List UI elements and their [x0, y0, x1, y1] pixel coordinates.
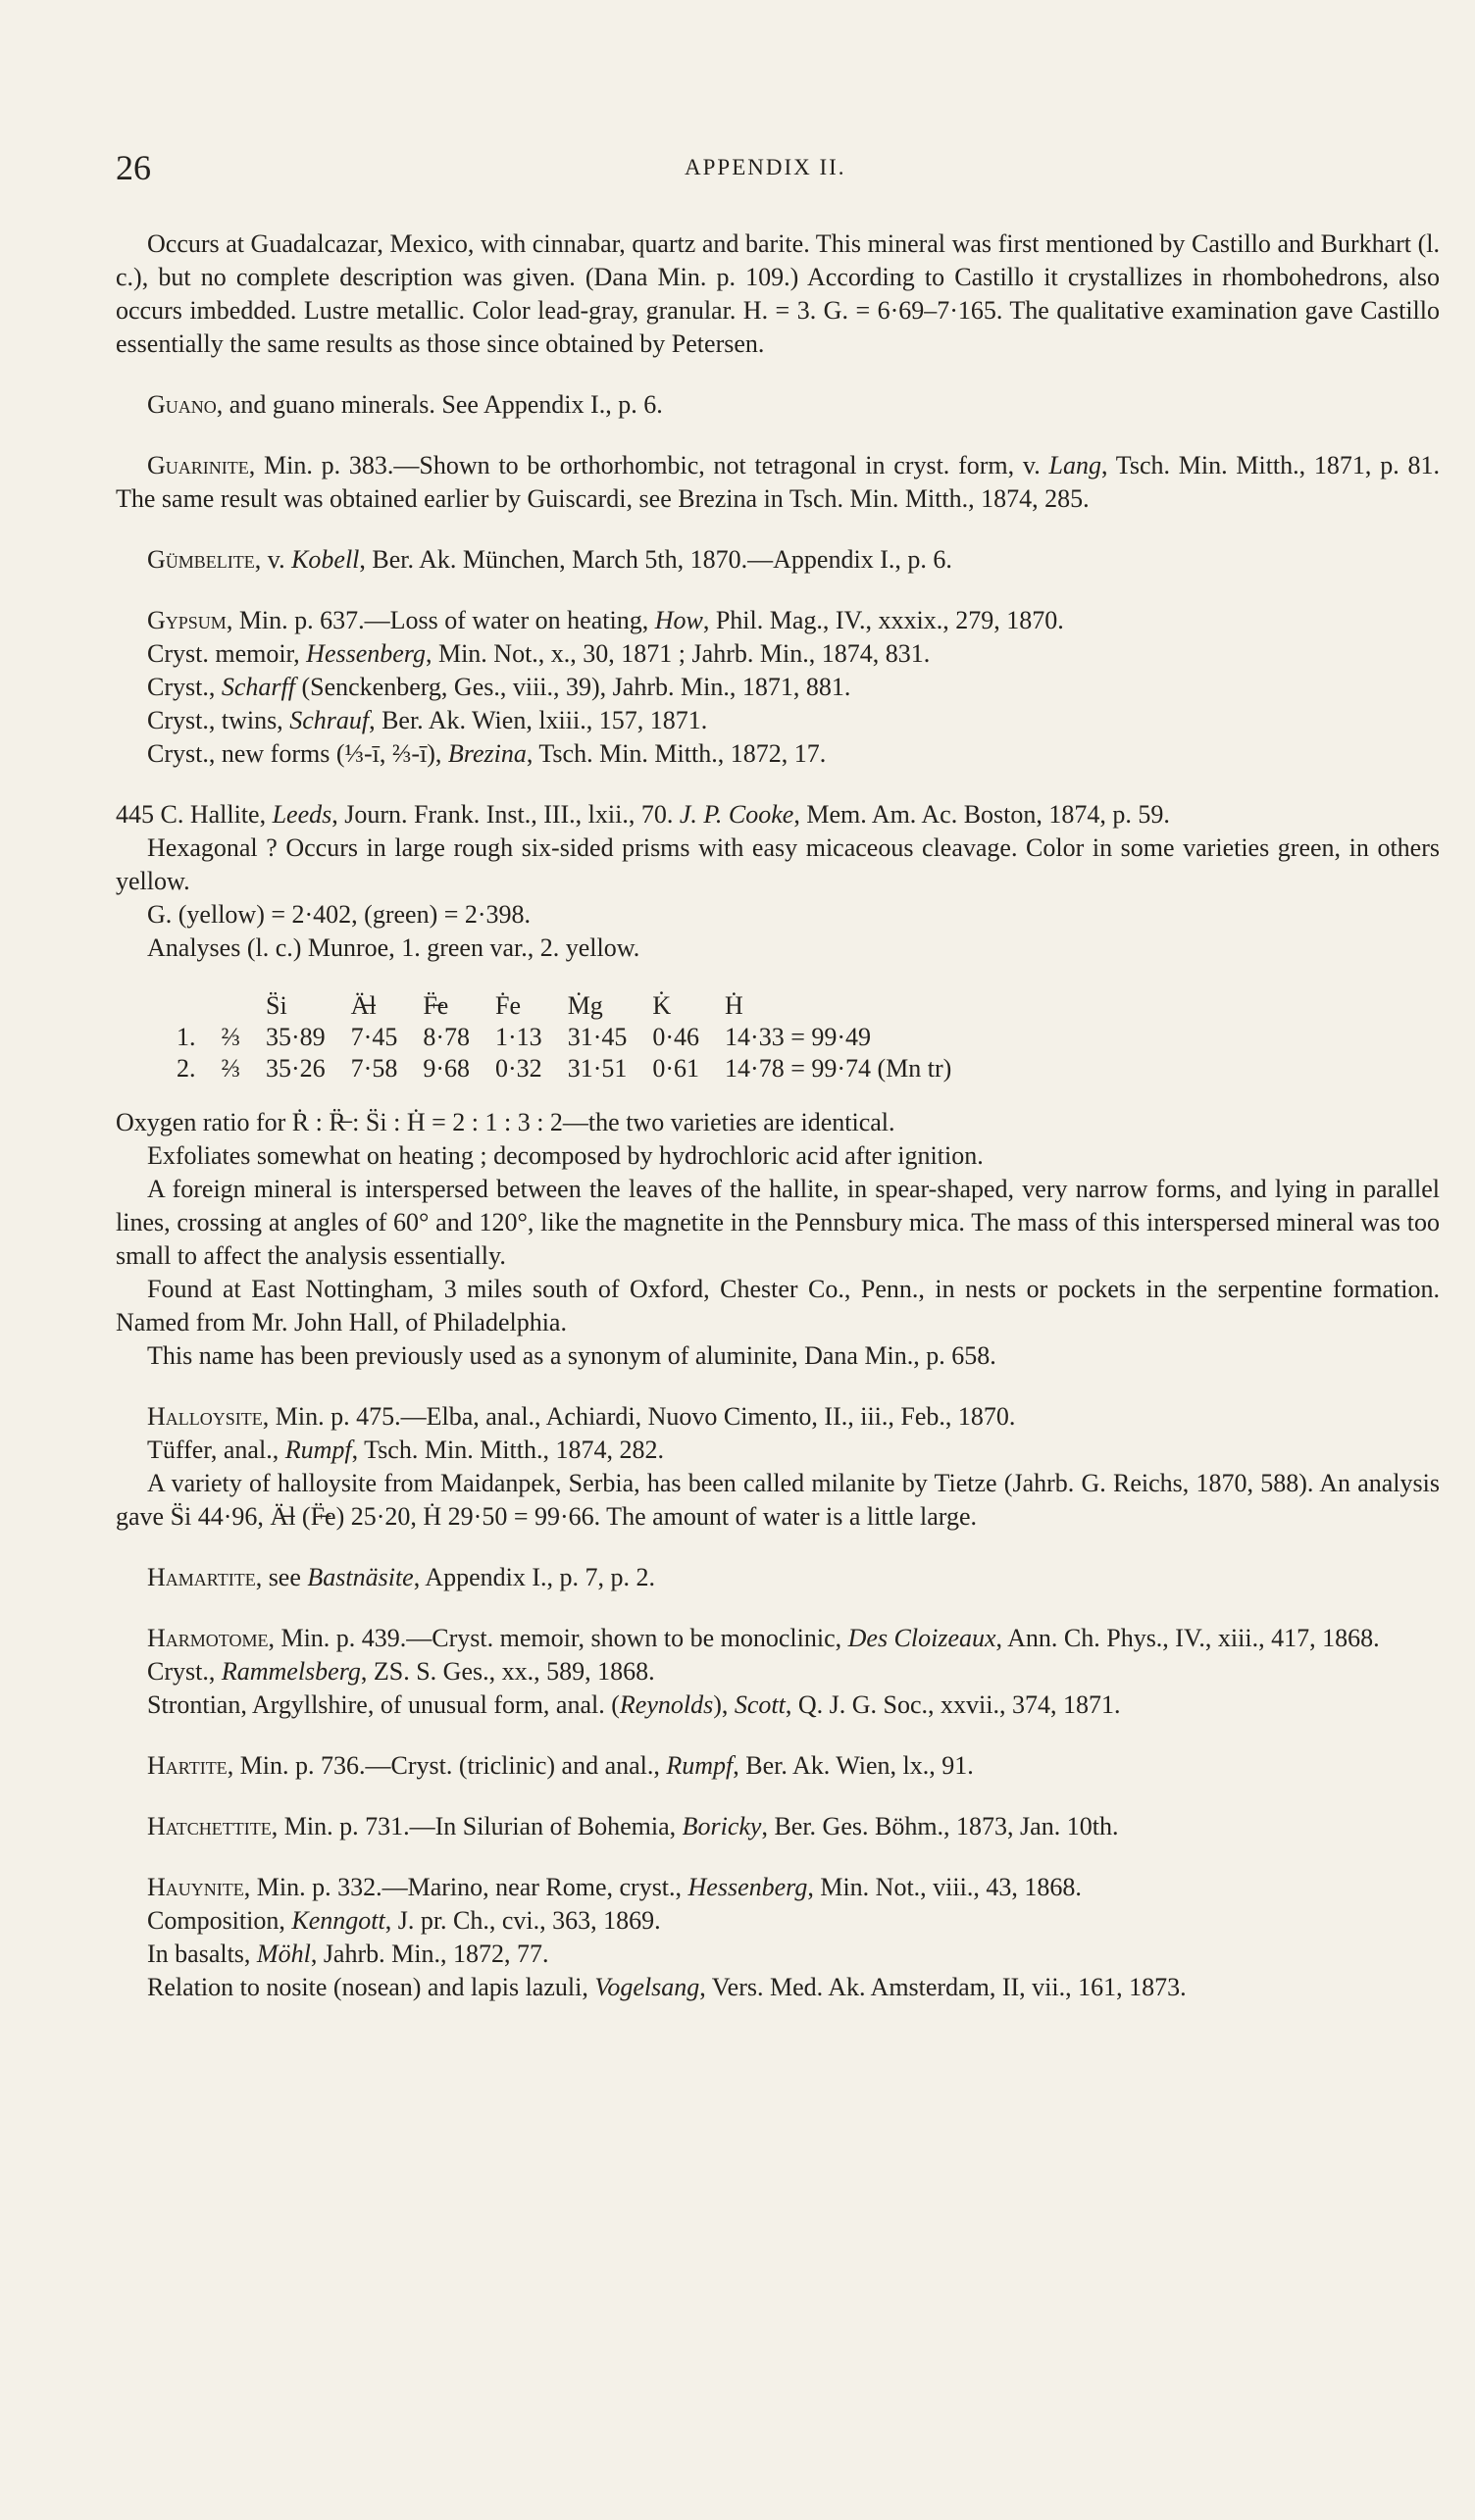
- paragraph: [116, 1749, 1440, 1783]
- table-cell: 8·78: [423, 1023, 471, 1051]
- author: Brezina: [447, 739, 527, 768]
- page-header: [116, 147, 1440, 196]
- paragraph: [116, 543, 1440, 577]
- paragraph: A variety of halloysite from Maidanpek, Serbia, has been called milanite by Tietze (Jahrb. G. Reichs, 1870, 588). An analysis gave S̈i 44·96, Ä̶l (F̶̈e) 25·20, Ḣ 29·50 = 99·66. The amount of water is a little large.: [116, 1469, 1440, 1531]
- author: Reynolds: [619, 1690, 714, 1719]
- table-cell: 31·45: [567, 1023, 628, 1051]
- author: Des Cloizeaux: [847, 1624, 996, 1652]
- author: Rumpf: [284, 1436, 352, 1464]
- entry-text: , Tsch. Min. Mitth., 1874, 282.: [351, 1436, 664, 1464]
- author: Rumpf: [666, 1751, 734, 1780]
- paragraph: Hexagonal ? Occurs in large rough six-sided prisms with easy micaceous cleavage. Color in some varieties green, in others yellow.: [116, 833, 1440, 895]
- entry-text: Relation to nosite (nosean) and lapis lazuli,: [147, 1973, 595, 2001]
- entry-hatchettite: [116, 1810, 1440, 1843]
- paragraph: Analyses (l. c.) Munroe, 1. green var., 2. yellow.: [147, 933, 640, 962]
- author: Rammelsberg: [221, 1657, 361, 1686]
- mineral-name: Halloysite: [147, 1402, 263, 1431]
- entry-hallite: [116, 798, 1440, 1373]
- author: Bastnäsite: [307, 1563, 414, 1591]
- entry-text: , v.: [254, 545, 292, 574]
- table-cell: ⅔: [221, 1054, 240, 1083]
- mineral-name: Guarinite: [147, 451, 249, 479]
- mineral-name: Guano: [147, 390, 217, 419]
- table-row: [177, 1022, 977, 1053]
- entry-harmotome: [116, 1622, 1440, 1722]
- entry-gypsum: [116, 604, 1440, 771]
- entry-guarinite: [116, 449, 1440, 516]
- entry-hamartite: [116, 1561, 1440, 1594]
- mineral-name: Hatchettite: [147, 1812, 272, 1840]
- entry-text: , Min. p. 332.—Marino, near Rome, cryst.,: [243, 1873, 688, 1901]
- entry-text: , Ber. Ak. München, March 5th, 1870.—Appendix I., p. 6.: [359, 545, 952, 574]
- entry-text: , Vers. Med. Ak. Amsterdam, II, vii., 161, 1873.: [699, 1973, 1187, 2001]
- paragraph: [116, 704, 1440, 737]
- entry-guadalcazarite: [116, 227, 1440, 361]
- table-cell: 14·33 = 99·49: [725, 1023, 872, 1051]
- author: How: [654, 606, 703, 634]
- entry-text: , Ber. Ak. Wien, lx., 91.: [733, 1751, 974, 1780]
- paragraph: [116, 1434, 1440, 1467]
- paragraph: [116, 1561, 1440, 1594]
- author: Schrauf: [289, 706, 370, 734]
- analysis-table: [177, 990, 977, 1084]
- author: Lang: [1048, 451, 1101, 479]
- entry-text: Cryst., new forms (⅓-ī, ⅔-ī),: [147, 739, 448, 768]
- mineral-name: Gypsum: [147, 606, 227, 634]
- entry-text: Cryst., twins,: [147, 706, 290, 734]
- entry-gumbelite: [116, 543, 1440, 577]
- author: Scharff: [221, 673, 295, 701]
- mineral-name: Hartite: [147, 1751, 228, 1780]
- paragraph: Oxygen ratio for Ṙ : R̶̈ : S̈i : Ḣ = 2 : 1 : 3 : 2—the two varieties are identical.: [116, 1108, 895, 1136]
- entry-text: , Mem. Am. Ac. Boston, 1874, p. 59.: [793, 800, 1170, 829]
- paragraph: Occurs at Guadalcazar, Mexico, with cinnabar, quartz and barite. This mineral was first mentioned by Castillo and Burkhart (l. c.), but no complete description was given. (Dana Min. p. 109.) According to Castillo it crystallizes in rhombohedrons, also occurs imbedded. Lustre metallic. Color lead-gray, granular. H. = 3. G. = 6·69–7·165. The qualitative examination gave Castillo essentially the same results as those since obtained by Petersen.: [116, 229, 1440, 358]
- mineral-name: Gümbelite: [147, 545, 255, 574]
- table-cell: ⅔: [221, 1023, 240, 1051]
- entry-guano: [116, 388, 1440, 422]
- entry-text: , Ber. Ges. Böhm., 1873, Jan. 10th.: [761, 1812, 1119, 1840]
- entry-text: , Tsch. Min. Mitth., 1871, p. 81. The same result was obtained earlier by Guiscardi, see Brezina in Tsch. Min. Mitth., 1874, 285.: [116, 451, 1440, 513]
- entry-text: , Min. p. 439.—Cryst. memoir, shown to be monoclinic,: [268, 1624, 848, 1652]
- entry-text: , Min. p. 475.—Elba, anal., Achiardi, Nuovo Cimento, II., iii., Feb., 1870.: [262, 1402, 1016, 1431]
- entry-text: In basalts,: [147, 1940, 257, 1968]
- page-number: 26: [116, 148, 151, 187]
- entry-text: , Q. J. G. Soc., xxvii., 374, 1871.: [785, 1690, 1121, 1719]
- paragraph: [116, 388, 1440, 422]
- table-cell: 7·45: [350, 1023, 398, 1051]
- entry-text: , Appendix I., p. 7, p. 2.: [413, 1563, 655, 1591]
- author: Scott: [734, 1690, 786, 1719]
- paragraph: [116, 1400, 1440, 1434]
- entry-text: , ZS. S. Ges., xx., 589, 1868.: [360, 1657, 655, 1686]
- entry-text: , and guano minerals. See Appendix I., p. 6.: [216, 390, 663, 419]
- paragraph: [116, 737, 1440, 771]
- table-cell: 2.: [177, 1054, 196, 1083]
- table-header-row: [177, 990, 977, 1022]
- entry-text: , Min. p. 383.—Shown to be orthorhombic, not tetragonal in cryst. form, v.: [248, 451, 1049, 479]
- entry-text: ),: [713, 1690, 735, 1719]
- entry-text: , Min. Not., viii., 43, 1868.: [807, 1873, 1082, 1901]
- paragraph: [116, 798, 1440, 832]
- entry-text: (Senckenberg, Ges., viii., 39), Jahrb. Min., 1871, 881.: [294, 673, 851, 701]
- table-header-cell: F̶̈e: [423, 991, 449, 1020]
- table-cell: 31·51: [567, 1054, 628, 1083]
- author: Kenngott: [291, 1906, 385, 1935]
- table-cell: 14·78 = 99·74 (Mn tr): [725, 1054, 952, 1083]
- paragraph: [116, 449, 1440, 516]
- entry-hauynite: [116, 1871, 1440, 2004]
- author: Kobell: [291, 545, 360, 574]
- entry-text: , Min. p. 637.—Loss of water on heating,: [226, 606, 655, 634]
- entry-heading: 445 C. Hallite,: [116, 800, 273, 829]
- entry-text: Cryst.,: [147, 673, 222, 701]
- paragraph: [116, 1971, 1440, 2004]
- entry-text: , J. pr. Ch., cvi., 363, 1869.: [384, 1906, 661, 1935]
- entry-text: , Journ. Frank. Inst., III., lxii., 70.: [331, 800, 680, 829]
- mineral-name: Hauynite: [147, 1873, 244, 1901]
- table-cell: 35·26: [266, 1054, 326, 1083]
- paragraph: [116, 671, 1440, 704]
- table-cell: 1·13: [495, 1023, 542, 1051]
- author: Leeds: [272, 800, 332, 829]
- table-cell: 1.: [177, 1023, 196, 1051]
- paragraph: [116, 1938, 1440, 1971]
- table-cell: 0·61: [652, 1054, 700, 1083]
- author: Vogelsang: [594, 1973, 700, 2001]
- paragraph: [116, 1655, 1440, 1688]
- author: Hessenberg: [687, 1873, 808, 1901]
- table-header-cell: Ä̶l: [350, 991, 377, 1020]
- running-title: APPENDIX II.: [685, 155, 846, 179]
- entry-text: , Min. p. 731.—In Silurian of Bohemia,: [271, 1812, 683, 1840]
- table-cell: 35·89: [266, 1023, 326, 1051]
- paragraph: [116, 637, 1440, 671]
- entry-text: , see: [255, 1563, 308, 1591]
- table-cell: 9·68: [423, 1054, 471, 1083]
- table-header-cell: K̇: [652, 991, 672, 1020]
- paragraph: [116, 1904, 1440, 1938]
- paragraph: [116, 1688, 1440, 1722]
- entry-text: Cryst.,: [147, 1657, 222, 1686]
- entry-text: Tüffer, anal.,: [147, 1436, 285, 1464]
- entry-text: , Min. p. 736.—Cryst. (triclinic) and anal.,: [227, 1751, 667, 1780]
- paragraph: This name has been previously used as a synonym of aluminite, Dana Min., p. 658.: [147, 1341, 996, 1370]
- table-header-cell: [222, 990, 267, 1022]
- author: Möhl: [256, 1940, 311, 1968]
- paragraph: A foreign mineral is interspersed between the leaves of the hallite, in spear-shaped, very narrow forms, and lying in parallel lines, crossing at angles of 60° and 120°, like the magnetite in the Pennsbury mica. The mass of this interspersed mineral was too small to affect the analysis essentially.: [116, 1175, 1440, 1270]
- entry-text: Composition,: [147, 1906, 292, 1935]
- table-header-cell: Ṁg: [567, 991, 603, 1020]
- author: Boricky: [682, 1812, 762, 1840]
- entry-hartite: [116, 1749, 1440, 1783]
- entry-text: , Min. Not., x., 30, 1871 ; Jahrb. Min., 1874, 831.: [425, 639, 931, 668]
- mineral-name: Harmotome: [147, 1624, 269, 1652]
- entry-halloysite: [116, 1400, 1440, 1534]
- author: Hessenberg: [306, 639, 426, 668]
- entry-text: , Ber. Ak. Wien, lxiii., 157, 1871.: [369, 706, 708, 734]
- paragraph: [116, 1810, 1440, 1843]
- entry-text: Strontian, Argyllshire, of unusual form, anal. (: [147, 1690, 620, 1719]
- page-body: [116, 227, 1440, 2004]
- table-cell: 7·58: [350, 1054, 398, 1083]
- paragraph: G. (yellow) = 2·402, (green) = 2·398.: [147, 900, 532, 929]
- paragraph: [116, 1622, 1440, 1655]
- mineral-name: Hamartite: [147, 1563, 256, 1591]
- paragraph: Exfoliates somewhat on heating ; decomposed by hydrochloric acid after ignition.: [147, 1141, 984, 1170]
- paragraph: Found at East Nottingham, 3 miles south of Oxford, Chester Co., Penn., in nests or pockets in the serpentine formation. Named from Mr. John Hall, of Philadelphia.: [116, 1275, 1440, 1336]
- author: J. P. Cooke: [679, 800, 794, 829]
- paragraph: [116, 1871, 1440, 1904]
- table-header-cell: [177, 990, 222, 1022]
- entry-text: , Jahrb. Min., 1872, 77.: [310, 1940, 549, 1968]
- table-cell: 0·32: [495, 1054, 542, 1083]
- entry-text: , Tsch. Min. Mitth., 1872, 17.: [526, 739, 827, 768]
- table-header-cell: Ḣ: [725, 991, 743, 1020]
- entry-text: , Ann. Ch. Phys., IV., xiii., 417, 1868.: [995, 1624, 1380, 1652]
- table-header-cell: S̈i: [266, 991, 287, 1020]
- paragraph: [116, 604, 1440, 637]
- table-header-cell: Ḟe: [495, 991, 522, 1020]
- entry-text: , Phil. Mag., IV., xxxix., 279, 1870.: [702, 606, 1064, 634]
- table-cell: 0·46: [652, 1023, 700, 1051]
- table-row: [177, 1053, 977, 1084]
- entry-text: Cryst. memoir,: [147, 639, 307, 668]
